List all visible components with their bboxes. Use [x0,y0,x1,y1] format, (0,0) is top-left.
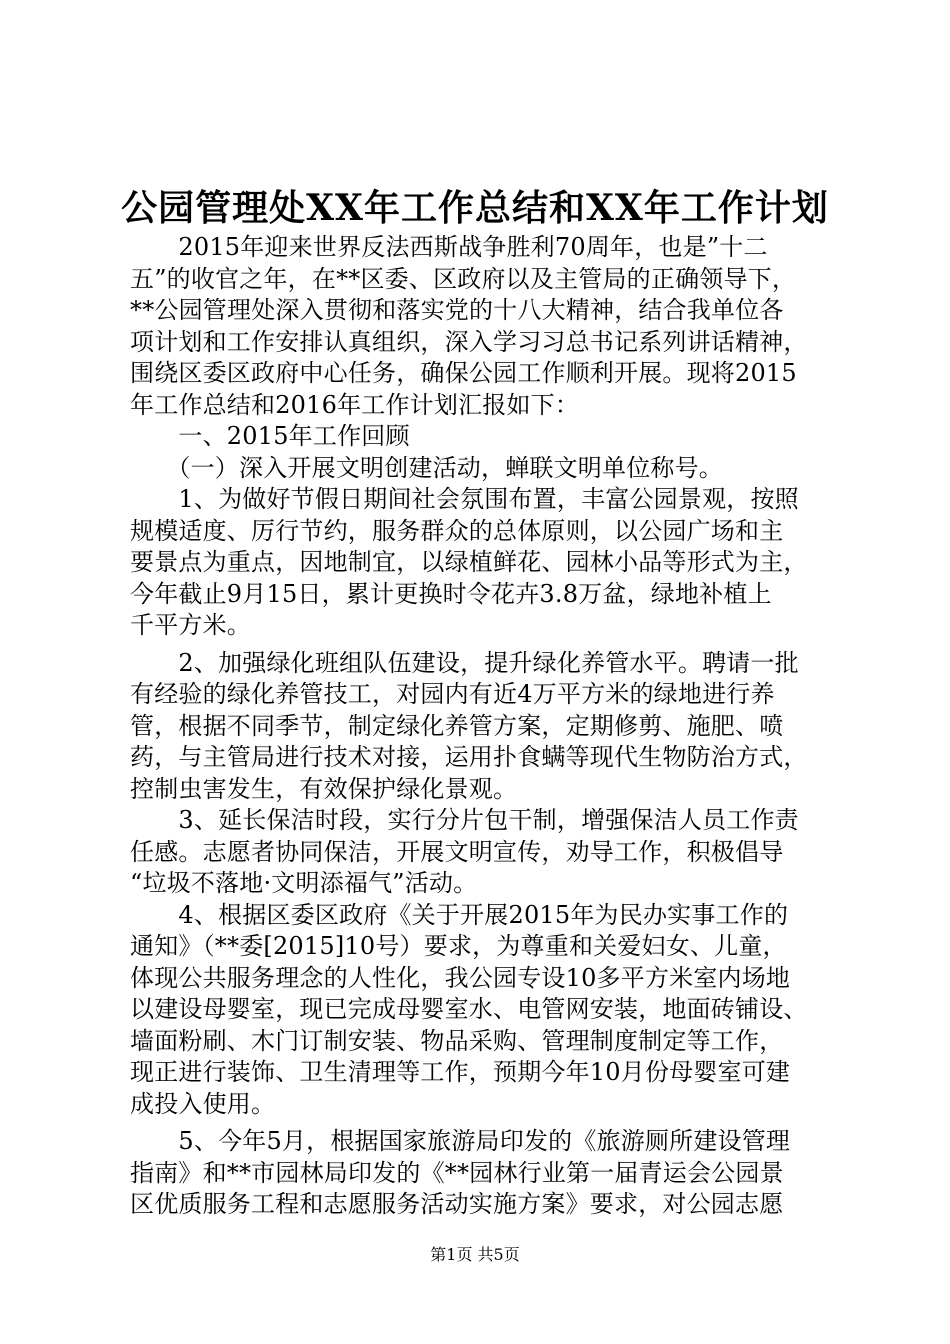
page-footer: 第1页 共5页 [430,1245,520,1264]
body-line: 墙面粉刷、木门订制安装、物品采购、管理制度制定等工作， [130,1026,784,1055]
body-line: 指南》和**市园林局印发的《**园林行业第一届青运会公园景 [130,1158,784,1187]
body-line: 千平方米。 [130,611,251,639]
body-line: 现正进行装饰、卫生清理等工作，预期今年10月份母婴室可建 [130,1058,791,1086]
body-line: 2015年迎来世界反法西斯战争胜利70周年，也是”十二 [130,233,768,261]
body-line: 以建设母婴室，现已完成母婴室水、电管网安装，地面砖铺设、 [130,995,808,1023]
body-line: 年工作总结和2016年工作计划汇报如下： [130,390,580,419]
body-line: 4、根据区委区政府《关于开展2015年为民办实事工作的 [130,900,789,929]
body-line: 体现公共服务理念的人性化，我公园专设10多平方米室内场地 [130,963,791,992]
body-line: 药，与主管局进行技术对接，运用扑食螨等现代生物防治方式， [130,743,808,771]
body-line: 规模适度、厉行节约，服务群众的总体原则，以公园广场和主 [130,516,784,545]
body-line: 控制虫害发生，有效保护绿化景观。 [130,774,518,803]
body-line: 成投入使用。 [130,1089,276,1118]
body-line: 有经验的绿化养管技工，对园内有近4万平方米的绿地进行养 [130,680,775,708]
body-line: 任感。志愿者协同保洁，开展文明宣传，劝导工作，积极倡导 [130,837,784,866]
body-line: 通知》（**委[2015]10号）要求，为尊重和关爱妇女、儿童， [130,932,787,960]
document-body [130,232,835,1221]
document-title: 公园管理处XX年工作总结和XX年工作计划 [121,187,829,229]
body-line: 项计划和工作安排认真组织，深入学习习总书记系列讲话精神， [130,327,808,356]
body-line: 区优质服务工程和志愿服务活动实施方案》要求，对公园志愿 [130,1190,784,1218]
body-line: 管，根据不同季节，制定绿化养管方案，定期修剪、施肥、喷 [130,711,784,740]
body-line: 要景点为重点，因地制宜，以绿植鲜花、园林小品等形式为主， [130,548,808,576]
body-line: 1、为做好节假日期间社会氛围布置，丰富公园景观，按照 [130,485,799,513]
body-line: 今年截止9月15日，累计更换时令花卉3.8万盆，绿地补植上 [130,579,772,608]
body-line: 3、延长保洁时段，实行分片包干制，增强保洁人员工作责 [130,806,799,834]
body-line: 5、今年5月，根据国家旅游局印发的《旅游厕所建设管理 [130,1127,791,1155]
body-line: 五”的收官之年，在**区委、区政府以及主管局的正确领导下， [130,264,797,293]
section-heading: 一、2015年工作回顾 [130,422,410,450]
body-line: 2、加强绿化班组队伍建设，提升绿化养管水平。聘请一批 [130,648,799,677]
subsection-heading: （一）深入开展文明创建活动，蝉联文明单位称号。 [130,453,723,482]
body-line: “垃圾不落地·文明添福气”活动。 [130,869,478,897]
body-line: 围绕区委区政府中心任务，确保公园工作顺利开展。现将2015 [130,359,797,387]
body-line: **公园管理处深入贯彻和落实党的十八大精神，结合我单位各 [130,296,784,324]
